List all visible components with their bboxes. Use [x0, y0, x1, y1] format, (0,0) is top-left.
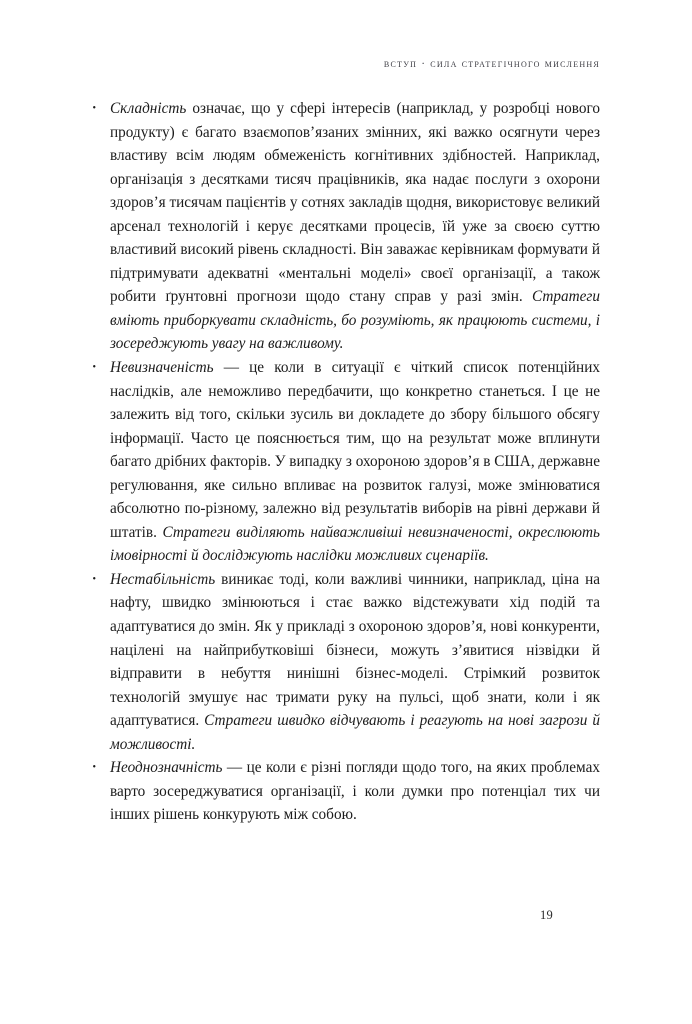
- list-item: [92, 356, 600, 568]
- page-number: 19: [539, 908, 554, 922]
- bullet-paragraph: [110, 756, 600, 827]
- list-item: [92, 568, 600, 756]
- bullet-lead-term: Невизначеність: [110, 359, 214, 377]
- list-item: [92, 97, 600, 356]
- bullet-closing-italic: Стратеги виділяють найважливіші невизначеності, окреслюють імовірності й досліджують наслідки можливих сценаріїв.: [110, 523, 600, 565]
- bullet-body-text: виникає тоді, коли важливі чинники, наприклад, ціна на нафту, швидко змінюються і стає важко відстежувати хід подій та адаптуватися до змін. Як у прикладі з охороною здоров’я, нові конкуренти, націлені на найприбутковіші бізнеси, можуть з’явитися нізвідки й відправити в небуття нинішні бізнес-моделі. Стрімкий розвиток технологій змушує нас тримати руку на пульсі, щоб знати, коли і як адаптуватися.: [110, 570, 600, 730]
- bullet-lead-term: Нестабільність: [110, 570, 216, 588]
- bullet-lead-term: Неоднозначність: [110, 759, 223, 777]
- bullet-body-text: означає, що у сфері інтересів (наприклад, у розробці нового продукту) є багато взаємопов’язаних змінних, які важко осягнути через властиву всім людям обмеженість когнітивних здібностей. Наприклад, організація з десятками тисяч працівників, яка надає послуги з охорони здоров’я тисячам пацієнтів у сотнях закладів щодня, використовує великий арсенал технологій і керує десятками процесів, їй уже за своєю суттю властивий високий рівень складності. Він заважає керівникам формувати й підтримувати адекватні «ментальні моделі» своєї організації, а також робити ґрунтовні прогнози щодо стану справ у разі змін.: [110, 100, 600, 306]
- bullet-closing-italic: Стратеги вміють приборкувати складність, бо розуміють, як працюють системи, і зосереджують увагу на важливому.: [110, 288, 600, 353]
- running-head: [92, 58, 600, 76]
- bullet-lead-term: Складність: [110, 100, 187, 117]
- bullet-paragraph: [110, 356, 600, 568]
- body-text-block: [92, 97, 600, 827]
- page-folio: [0, 908, 692, 923]
- running-head-text: вступ · сила стратегічного мислення: [383, 58, 600, 70]
- bullet-body-text: — це коли є різні погляди щодо того, на яких проблемах варто зосереджуватися організації, і коли думки про потенціал тих чи інших рішень конкурують між собою.: [110, 759, 600, 824]
- bullet-paragraph: [110, 97, 600, 356]
- bullet-body-text: — це коли в ситуації є чіткий список потенційних наслідків, але неможливо передбачити, що конкретно станеться. І це не залежить від того, скільки зусиль ви докладете до збору більшого обсягу інформації. Часто це пояснюється тим, що на результат може вплинути багато дрібних факторів. У випадку з охороною здоров’я в США, державне регулювання, яке сильно впливає на розвиток галузі, може змінюватися абсолютно по-різному, залежно від результатів виборів на рівні держави й штатів.: [110, 359, 600, 541]
- bullet-list: [92, 97, 600, 827]
- bullet-closing-italic: Стратеги швидко відчувають і реагують на нові загрози й можливості.: [110, 712, 600, 753]
- list-item: [92, 756, 600, 827]
- bullet-paragraph: [110, 568, 600, 756]
